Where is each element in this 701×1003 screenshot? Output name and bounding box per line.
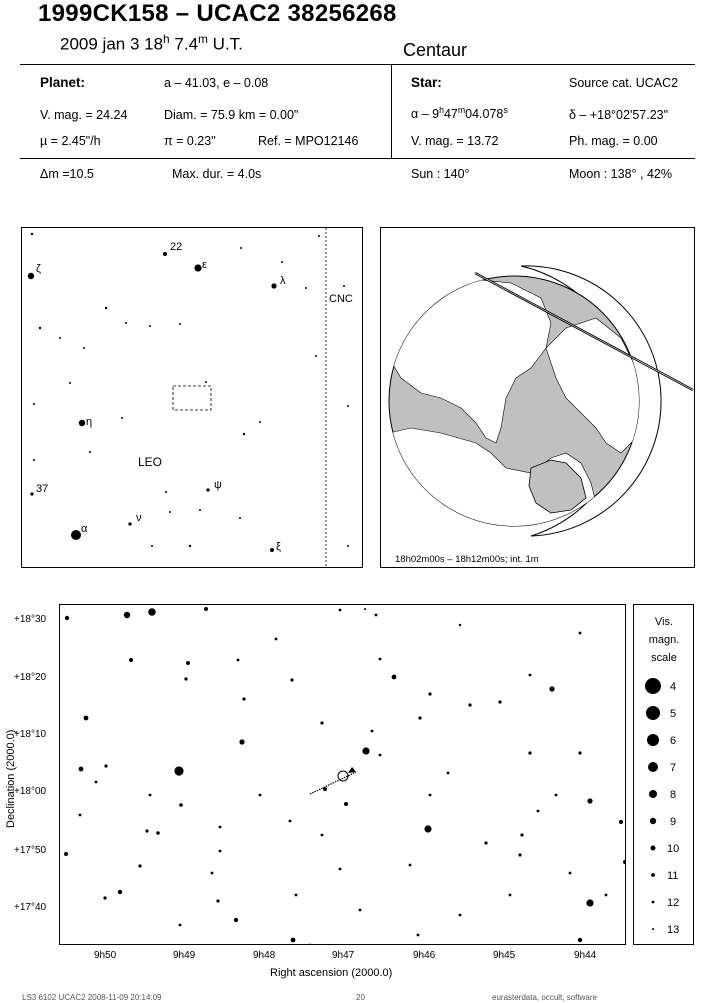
asteroid-track bbox=[310, 767, 356, 794]
star-dot bbox=[291, 938, 296, 943]
star-dot bbox=[83, 347, 85, 349]
star-dot bbox=[179, 924, 182, 927]
star-dot bbox=[128, 522, 131, 525]
star-dot bbox=[619, 820, 623, 824]
label-alpha: α bbox=[81, 523, 88, 535]
x-tick-946: 9h46 bbox=[413, 950, 436, 961]
star-dot bbox=[69, 382, 71, 384]
y-tick-1750: +17°50 bbox=[14, 845, 47, 856]
x-axis-label: Right ascension (2000.0) bbox=[270, 967, 393, 979]
x-tick-944: 9h44 bbox=[574, 950, 597, 961]
star-dot bbox=[30, 492, 33, 495]
star-chart-canvas bbox=[60, 605, 625, 944]
planet-vmag: V. mag. = 24.24 bbox=[40, 108, 128, 122]
star-dot bbox=[555, 794, 558, 797]
star-dot bbox=[31, 233, 33, 235]
star-dot bbox=[65, 616, 69, 620]
x-tick-947: 9h47 bbox=[332, 950, 355, 961]
y-tick-1820: +18°20 bbox=[14, 672, 47, 683]
star-dot bbox=[290, 678, 293, 681]
star-dot bbox=[138, 864, 141, 867]
star-dot bbox=[234, 918, 238, 922]
legend-title-2: magn. bbox=[648, 634, 680, 646]
finder-chart bbox=[21, 227, 363, 568]
star-dot bbox=[79, 814, 82, 817]
magnitude-legend bbox=[633, 604, 694, 945]
label-eta: η bbox=[86, 416, 93, 428]
legend-dot bbox=[648, 762, 658, 772]
legend-dot bbox=[649, 790, 657, 798]
star-dot bbox=[289, 820, 292, 823]
star-dot bbox=[206, 488, 209, 491]
star-dot bbox=[199, 509, 201, 511]
planet-parallax: π = 0.23" bbox=[164, 134, 216, 148]
star-dot bbox=[375, 614, 378, 617]
star-source: Source cat. UCAC2 bbox=[569, 76, 679, 90]
star-dot bbox=[163, 252, 167, 256]
star-dot bbox=[498, 700, 501, 703]
star-dot bbox=[320, 721, 323, 724]
footer-left: LS3 6102 UCAC2 2008-11-09 20:14:09 bbox=[22, 993, 162, 1002]
constellation-name: Centaur bbox=[403, 40, 468, 60]
star-heading: Star: bbox=[411, 75, 442, 90]
star-dot bbox=[271, 283, 276, 288]
star-dot bbox=[149, 794, 152, 797]
star-dot bbox=[468, 703, 471, 706]
y-axis-label: Declination (2000.0) bbox=[5, 729, 17, 828]
star-dot bbox=[484, 841, 487, 844]
star-ra: α – 9$^h$47$^m$04.078$^s$ bbox=[411, 105, 508, 122]
header-divider-vertical bbox=[391, 64, 392, 158]
star-dot bbox=[148, 608, 156, 616]
legend-dot bbox=[651, 846, 656, 851]
star-dot bbox=[509, 894, 512, 897]
star-dot bbox=[129, 658, 133, 662]
star-dot bbox=[71, 530, 81, 540]
star-dot bbox=[84, 716, 89, 721]
star-dot bbox=[239, 739, 244, 744]
legend-dot bbox=[647, 734, 659, 746]
star-phmag: Ph. mag. = 0.00 bbox=[569, 134, 658, 148]
star-dot bbox=[586, 899, 593, 906]
legend-mag-12: 12 bbox=[667, 897, 680, 909]
legend-mag-10: 10 bbox=[667, 843, 680, 855]
star-dot bbox=[359, 909, 362, 912]
star-dot bbox=[79, 767, 84, 772]
star-dot bbox=[343, 285, 345, 287]
legend-mag-5: 5 bbox=[670, 708, 677, 720]
star-dot bbox=[428, 692, 431, 695]
star-dot bbox=[39, 327, 41, 329]
legend-dot bbox=[646, 706, 660, 720]
label-psi: ψ bbox=[214, 479, 222, 491]
star-dot bbox=[275, 638, 278, 641]
y-tick-1740: +17°40 bbox=[14, 902, 47, 913]
legend-dot bbox=[652, 928, 654, 930]
star-dot bbox=[219, 826, 222, 829]
label-xi: ξ bbox=[276, 541, 281, 553]
star-dot bbox=[125, 322, 127, 324]
legend-dot bbox=[651, 873, 655, 877]
star-dot bbox=[347, 405, 349, 407]
star-dot bbox=[104, 764, 107, 767]
star-dot bbox=[339, 609, 342, 612]
star-dot bbox=[281, 261, 283, 263]
star-dot bbox=[623, 860, 625, 864]
star-dot bbox=[205, 381, 207, 383]
star-dot bbox=[364, 608, 366, 610]
star-dot bbox=[371, 730, 374, 733]
star-dot bbox=[79, 420, 85, 426]
event-title: 1999CK158 – UCAC2 38256268 bbox=[38, 0, 397, 27]
delta-mag: Δm =10.5 bbox=[40, 167, 94, 181]
star-dot bbox=[259, 421, 261, 423]
label-37: 37 bbox=[36, 483, 49, 495]
star-dot bbox=[315, 355, 317, 357]
star-dot bbox=[211, 872, 214, 875]
star-chart bbox=[59, 604, 626, 945]
star-dot bbox=[270, 548, 274, 552]
star-dot bbox=[124, 612, 130, 618]
x-tick-945: 9h45 bbox=[493, 950, 516, 961]
star-dot bbox=[242, 697, 245, 700]
star-dot bbox=[379, 754, 382, 757]
star-dot bbox=[151, 545, 153, 547]
constellation-cnc: CNC bbox=[329, 293, 353, 305]
star-dot bbox=[179, 323, 181, 325]
star-dot bbox=[605, 894, 608, 897]
star-dot bbox=[520, 833, 523, 836]
star-dot bbox=[339, 868, 342, 871]
label-epsilon: ε bbox=[202, 259, 207, 271]
legend-mag-9: 9 bbox=[670, 816, 677, 828]
chart-stars bbox=[64, 607, 625, 944]
star-dot bbox=[529, 674, 532, 677]
star-dot bbox=[379, 658, 382, 661]
star-dot bbox=[587, 798, 592, 803]
footer-page: 20 bbox=[356, 993, 365, 1002]
legend-items bbox=[645, 678, 661, 930]
star-dot bbox=[59, 337, 61, 339]
star-dot bbox=[118, 890, 122, 894]
star-dot bbox=[239, 517, 241, 519]
star-dot bbox=[219, 850, 222, 853]
legend-canvas bbox=[634, 605, 693, 944]
star-dot bbox=[418, 716, 421, 719]
label-nu: ν bbox=[136, 512, 142, 524]
star-dot bbox=[321, 834, 324, 837]
star-dot bbox=[149, 325, 151, 327]
star-dot bbox=[156, 831, 160, 835]
globe-panel bbox=[380, 227, 695, 568]
header-divider-top bbox=[20, 64, 695, 65]
planet-motion: µ = 2.45"/h bbox=[40, 134, 101, 148]
legend-mag-4: 4 bbox=[670, 681, 677, 693]
star-dot bbox=[243, 433, 245, 435]
header-divider-bottom bbox=[20, 158, 695, 159]
planet-orbit: a – 41.03, e – 0.08 bbox=[164, 76, 269, 90]
star-dot bbox=[105, 307, 107, 309]
planet-heading: Planet: bbox=[40, 75, 86, 90]
star-dot bbox=[295, 894, 298, 897]
max-duration: Max. dur. = 4.0s bbox=[172, 167, 262, 181]
star-dot bbox=[447, 772, 450, 775]
x-tick-948: 9h48 bbox=[253, 950, 276, 961]
planet-diameter: Diam. = 75.9 km = 0.00" bbox=[164, 108, 299, 122]
x-tick-950: 9h50 bbox=[94, 950, 117, 961]
star-dot bbox=[174, 766, 183, 775]
star-dot bbox=[579, 632, 582, 635]
star-dot bbox=[424, 825, 431, 832]
star-dot bbox=[549, 686, 554, 691]
legend-mag-7: 7 bbox=[670, 762, 677, 774]
star-dot bbox=[28, 273, 34, 279]
constellation-leo: LEO bbox=[138, 455, 163, 469]
moon-elongation: Moon : 138° , 42% bbox=[569, 167, 672, 181]
y-tick-1810: +18°10 bbox=[14, 729, 47, 740]
star-dot bbox=[259, 794, 262, 797]
star-dot bbox=[89, 451, 91, 453]
star-dot bbox=[537, 810, 540, 813]
star-dot bbox=[305, 287, 307, 289]
star-dot bbox=[528, 751, 531, 754]
footer-right: eurasterdata, occult, software bbox=[492, 993, 597, 1002]
label-zeta: ζ bbox=[36, 263, 41, 275]
sun-elongation: Sun : 140° bbox=[411, 167, 470, 181]
star-dot bbox=[145, 829, 148, 832]
globe-canvas bbox=[381, 228, 694, 567]
star-dot bbox=[237, 659, 240, 662]
x-tick-949: 9h49 bbox=[173, 950, 196, 961]
finder-stars bbox=[28, 233, 349, 552]
planet-reference: Ref. = MPO12146 bbox=[258, 134, 359, 148]
legend-dot bbox=[645, 678, 661, 694]
star-dot bbox=[318, 235, 320, 237]
star-dot bbox=[33, 403, 35, 405]
legend-mag-6: 6 bbox=[670, 735, 677, 747]
star-dot bbox=[204, 607, 208, 611]
star-dot bbox=[344, 802, 348, 806]
y-tick-1800: +18°00 bbox=[14, 786, 47, 797]
star-dot bbox=[184, 677, 187, 680]
star-dot bbox=[518, 853, 521, 856]
star-dot bbox=[392, 675, 397, 680]
star-dot bbox=[64, 852, 68, 856]
globe-caption: 18h02m00s – 18h12m00s; int. 1m bbox=[395, 554, 539, 565]
star-dot bbox=[103, 896, 106, 899]
star-vmag: V. mag. = 13.72 bbox=[411, 134, 499, 148]
star-dot bbox=[179, 803, 183, 807]
star-dot bbox=[459, 914, 462, 917]
star-dot bbox=[194, 264, 201, 271]
star-dot bbox=[429, 794, 432, 797]
legend-title-3: scale bbox=[651, 652, 677, 664]
star-dot bbox=[216, 899, 219, 902]
star-dot bbox=[169, 511, 171, 513]
legend-dot bbox=[652, 901, 655, 904]
star-dot bbox=[165, 491, 167, 493]
label-lambda: λ bbox=[280, 275, 286, 287]
event-date: 2009 jan 3 18$^h$ 7.4$^m$ U.T. bbox=[60, 32, 243, 54]
finder-chart-canvas bbox=[22, 228, 362, 567]
legend-dot bbox=[650, 818, 656, 824]
legend-mag-13: 13 bbox=[667, 924, 680, 936]
label-22: 22 bbox=[170, 241, 183, 253]
star-dot bbox=[362, 747, 369, 754]
star-dot bbox=[569, 872, 572, 875]
star-dot bbox=[121, 417, 123, 419]
star-dot bbox=[186, 661, 190, 665]
star-dot bbox=[578, 751, 581, 754]
star-dot bbox=[347, 545, 349, 547]
star-dot bbox=[95, 781, 98, 784]
legend-mag-11: 11 bbox=[667, 870, 679, 882]
legend-mag-8: 8 bbox=[670, 789, 677, 801]
star-dot bbox=[417, 934, 420, 937]
star-dot bbox=[240, 247, 242, 249]
star-dot bbox=[409, 864, 412, 867]
field-of-view-box bbox=[173, 386, 211, 410]
star-dot bbox=[33, 459, 35, 461]
star-dot bbox=[459, 624, 461, 626]
star-dot bbox=[578, 938, 582, 942]
star-dec: δ – +18°02'57.23" bbox=[569, 108, 669, 122]
legend-title-1: Vis. bbox=[654, 616, 674, 628]
y-tick-1830: +18°30 bbox=[14, 614, 47, 625]
star-dot bbox=[189, 545, 191, 547]
